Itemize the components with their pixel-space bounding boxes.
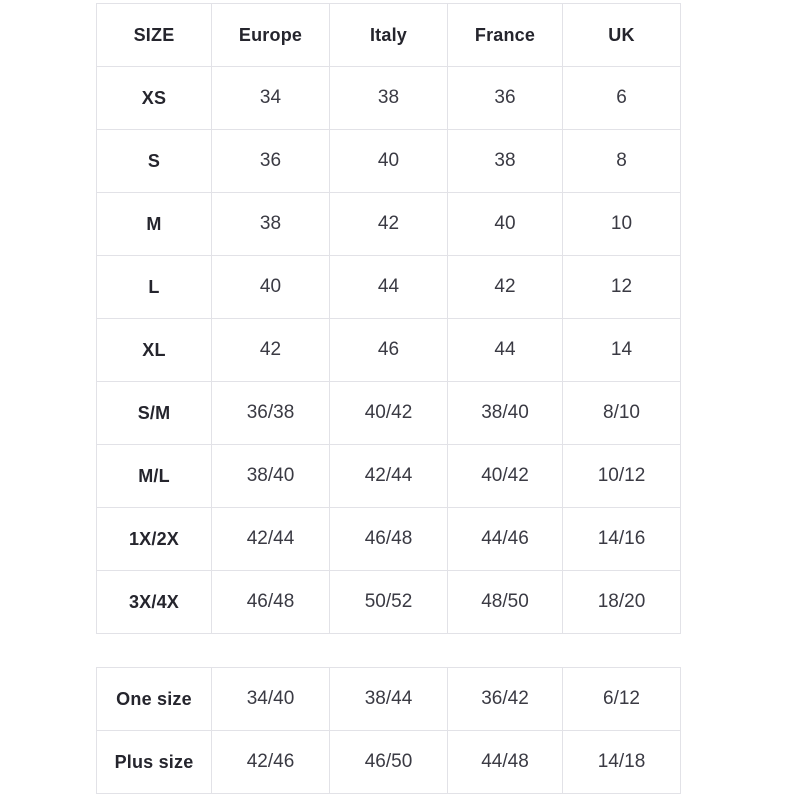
table-row xyxy=(97,445,681,508)
size-value-cell: 40 xyxy=(448,193,563,256)
size-value-cell: 36 xyxy=(212,130,330,193)
table-row xyxy=(97,193,681,256)
table-row xyxy=(97,130,681,193)
size-value-cell: 10 xyxy=(563,193,681,256)
size-value-cell: 12 xyxy=(563,256,681,319)
row-label: 1X/2X xyxy=(97,508,212,571)
header-row xyxy=(97,4,681,67)
size-value-cell: 44 xyxy=(448,319,563,382)
table-row xyxy=(97,731,681,794)
size-value-cell: 38 xyxy=(212,193,330,256)
size-value-cell: 40/42 xyxy=(330,382,448,445)
size-value-cell: 38 xyxy=(448,130,563,193)
column-header: UK xyxy=(563,4,681,67)
size-value-cell: 40 xyxy=(212,256,330,319)
row-label: S xyxy=(97,130,212,193)
size-value-cell: 42 xyxy=(212,319,330,382)
column-header: Italy xyxy=(330,4,448,67)
size-value-cell: 10/12 xyxy=(563,445,681,508)
row-label: One size xyxy=(97,668,212,731)
size-value-cell: 42 xyxy=(448,256,563,319)
table-row xyxy=(97,571,681,634)
size-value-cell: 44/48 xyxy=(448,731,563,794)
size-value-cell: 42/46 xyxy=(212,731,330,794)
size-value-cell: 6 xyxy=(563,67,681,130)
size-value-cell: 38/40 xyxy=(212,445,330,508)
size-value-cell: 38/44 xyxy=(330,668,448,731)
table-row xyxy=(97,319,681,382)
row-label: L xyxy=(97,256,212,319)
size-value-cell: 46/50 xyxy=(330,731,448,794)
size-value-cell: 6/12 xyxy=(563,668,681,731)
size-value-cell: 42/44 xyxy=(212,508,330,571)
size-value-cell: 44/46 xyxy=(448,508,563,571)
special-size-table xyxy=(96,667,681,794)
size-value-cell: 46/48 xyxy=(330,508,448,571)
table-row xyxy=(97,382,681,445)
column-header: France xyxy=(448,4,563,67)
size-conversion-chart xyxy=(96,3,680,794)
size-value-cell: 42 xyxy=(330,193,448,256)
size-value-cell: 14/16 xyxy=(563,508,681,571)
row-label: Plus size xyxy=(97,731,212,794)
size-value-cell: 8 xyxy=(563,130,681,193)
size-value-cell: 36/38 xyxy=(212,382,330,445)
size-value-cell: 14/18 xyxy=(563,731,681,794)
row-label: XS xyxy=(97,67,212,130)
table-gap xyxy=(96,634,680,667)
size-value-cell: 36/42 xyxy=(448,668,563,731)
row-label: 3X/4X xyxy=(97,571,212,634)
row-label: M/L xyxy=(97,445,212,508)
size-value-cell: 46 xyxy=(330,319,448,382)
size-value-cell: 18/20 xyxy=(563,571,681,634)
size-value-cell: 34 xyxy=(212,67,330,130)
size-value-cell: 38/40 xyxy=(448,382,563,445)
row-label: M xyxy=(97,193,212,256)
table-row xyxy=(97,256,681,319)
size-value-cell: 40/42 xyxy=(448,445,563,508)
size-value-cell: 50/52 xyxy=(330,571,448,634)
size-value-cell: 42/44 xyxy=(330,445,448,508)
column-header: SIZE xyxy=(97,4,212,67)
size-value-cell: 40 xyxy=(330,130,448,193)
row-label: XL xyxy=(97,319,212,382)
size-value-cell: 48/50 xyxy=(448,571,563,634)
main-size-table xyxy=(96,3,681,634)
table-row xyxy=(97,508,681,571)
size-value-cell: 36 xyxy=(448,67,563,130)
size-value-cell: 46/48 xyxy=(212,571,330,634)
row-label: S/M xyxy=(97,382,212,445)
table-row xyxy=(97,668,681,731)
size-value-cell: 8/10 xyxy=(563,382,681,445)
size-value-cell: 14 xyxy=(563,319,681,382)
size-value-cell: 34/40 xyxy=(212,668,330,731)
size-value-cell: 44 xyxy=(330,256,448,319)
column-header: Europe xyxy=(212,4,330,67)
table-row xyxy=(97,67,681,130)
size-value-cell: 38 xyxy=(330,67,448,130)
